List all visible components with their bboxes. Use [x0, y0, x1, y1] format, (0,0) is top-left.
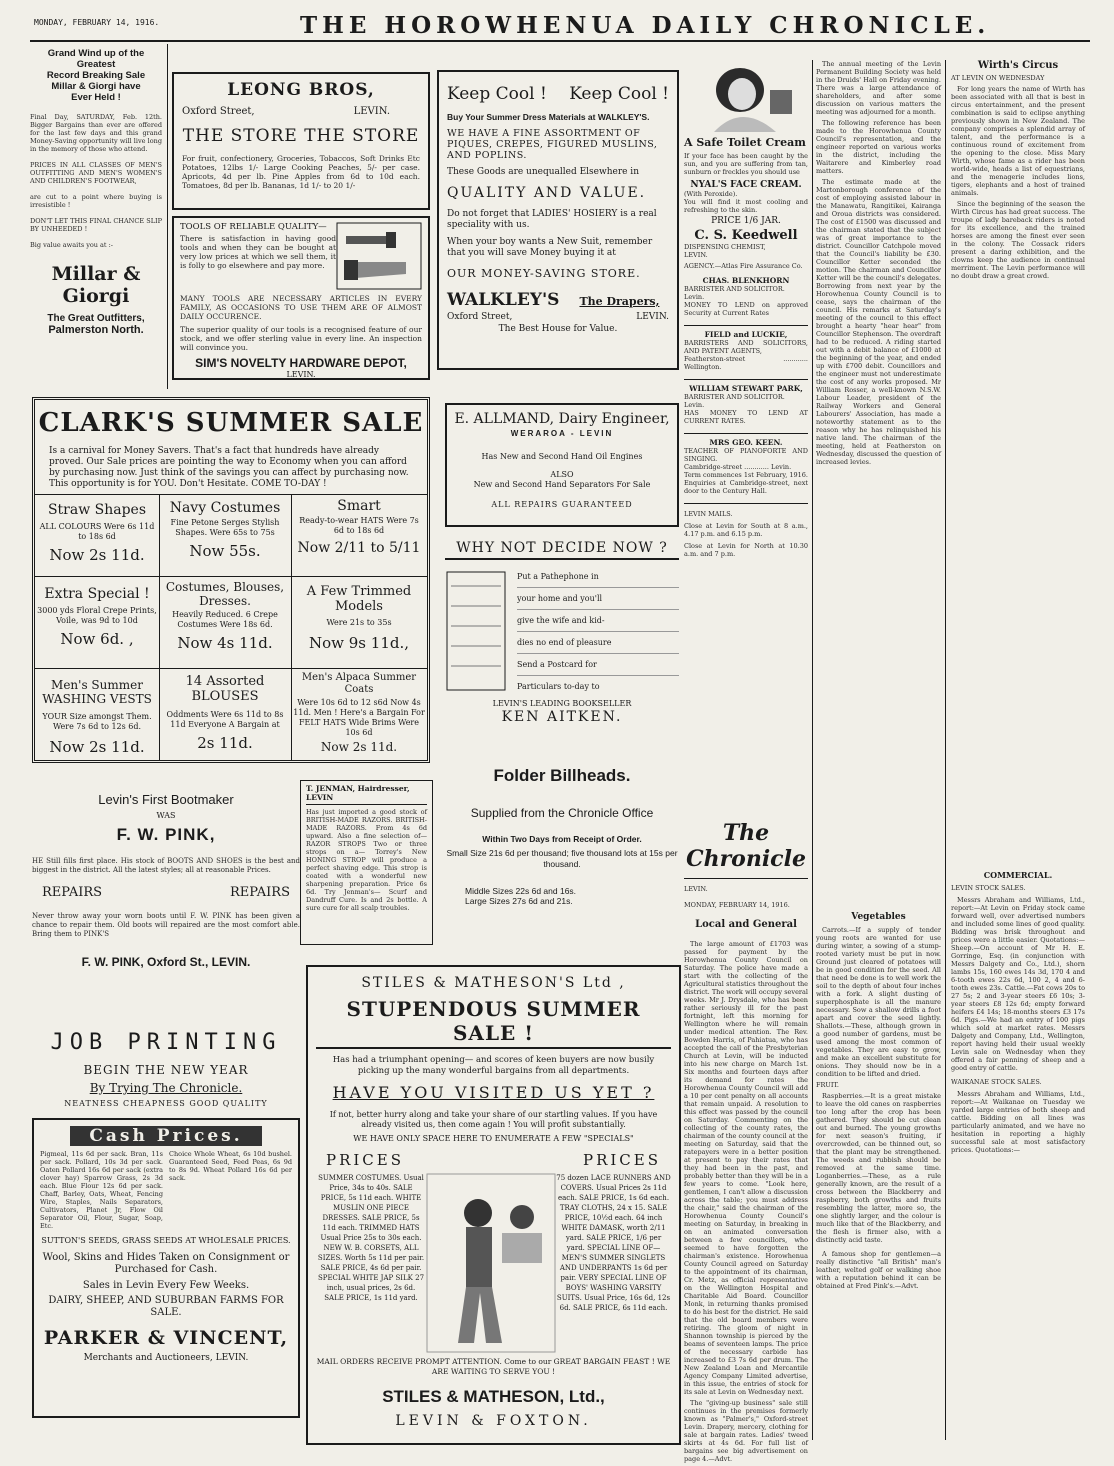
cell-head: Costumes, Blouses, Dresses. — [165, 580, 285, 608]
jobprint-head: JOB PRINTING — [50, 1030, 282, 1055]
card-name: FIELD and LUCKIE, — [704, 330, 788, 339]
allmand-town: WERAROA - LEVIN — [510, 429, 614, 438]
keedwell-body-2: You will find it most cooling and refreshing to the skin. — [684, 198, 808, 214]
folder-line-1: Within Two Days from Receipt of Order. — [482, 834, 642, 844]
cell-head: A Few Trimmed Models — [306, 584, 412, 614]
clarks-cell-costumes — [161, 580, 289, 652]
cell-head: Navy Costumes — [169, 500, 281, 516]
pink-was: WAS — [156, 811, 176, 820]
keedwell-ad — [684, 60, 808, 270]
millar-giorgi-ad — [30, 48, 162, 384]
aitken-line: Put a Pathephone in — [517, 566, 679, 588]
clarks-cell-trimmed — [293, 584, 425, 652]
local-general-text: The large amount of £1703 was passed for payment by the Horowhenua County Council on Saturday. The police have made a start with the collecting of the Agricultural statistics throughout the district. The work will occupy several weeks. Mr J. Drysdale, who has been rather seriously ill for the past fortnight, left this morning for Wellington where he will remain under medical attention. The Rev. Bowden Harris, of Pahiatua, who has accepted the call of the Presbyterian Church at Levin, will be inducted into his new charge on March 1st. Six months and fourteen days after its demand for rates the Horowhenua County Council will add a 10 per cent penalty on all accounts that remain unpaid. A resolution to this effect was passed by the council on Saturday. Commenting on the collecting of the county rates, the chairman of the county council at the meeting on Saturday, said that the ratepayers were in a better position at present to pay their rates that they had been in the past, and probably better than they will be in a few years to come. "Look here, gentlemen, I can't allow a discussion across the table; you must address the chair," said the chairman of the Horowhenua County Council's meeting on Saturday, in breaking in on an animated conversation between a few councillors, who seemed to have forgotten the chairman's existence. Horowhenua County Council agreed on Saturday to the appointment of its chairman, Cr. Metz, as official representative on the Wellington Hospital and Charitable Aid Board. Councillor Monk, in returning thanks promised to do his best for the district. He said that the old board members were retiring. The gloom of night in Shannon township is pierced by the beams of seventeen lamps. The price of the necessary carbide has increased to £3 7s 6d per drum. The New Zealand Loan and Mercantile Agency Company Limited advertise, in this issue, the entries of stock for its sale at Levin on Wednesday next. — [684, 940, 808, 1396]
folder-billheads-ad — [445, 758, 679, 950]
leong-bros-ad — [172, 72, 430, 210]
cell-price: Now 55s. — [189, 542, 261, 560]
veg-fruit-body: Raspberries.—It is a great mistake to leave the old canes on raspberries too long after the crop has been gathered. They should be cut clean out and burned. The young growths for next season's fruiting, if overcrowded, can be thinned out, so that the plant may be strengthened. The weeds and rubbish should be removed at the same time. Loganberries.—These, as a rule generally known, are the result of a cross between the Blackberry and raspberry, both growths and fruits resembling the latter, more so, the one slightly larger, and the colour is much like that of the Blackberry, and the flesh is firmer also, with a distinctly acid taste. — [816, 1092, 941, 1244]
cell-body: Fine Petone Serges Stylish Shapes. Were 65s to 75s — [170, 518, 280, 537]
aitken-line: Particulars to-day to — [517, 682, 600, 691]
card-line-1: TEACHER OF PIANOFORTE AND SINGING. — [684, 447, 808, 463]
allmand-also: ALSO — [550, 470, 574, 479]
leong-town: LEVIN. — [353, 106, 390, 117]
walkley-head-1: Keep Cool ! — [447, 84, 547, 104]
mails-body-1: Close at Levin for South at 8 a.m., 4.17 p.m. and 6.15 p.m. — [684, 522, 808, 538]
parker-head: Cash Prices. — [70, 1126, 262, 1146]
millar-head-2: Record Breaking Sale — [46, 70, 146, 81]
clarks-intro: Is a carnival for Money Savers. That's a fact that hundreds have already proved. Our Sale prices are pointing the way to Economy when you can afford by purchasing now. Just think of the savings you can affect by purchasing now. This opportunity is for YOU. Don't Hesitate. COME TO-DAY ! — [49, 446, 409, 489]
millar-head-3: Millar & Giorgi have — [51, 81, 141, 92]
stiles-name: STILES & MATHESON, Ltd., — [382, 1387, 605, 1406]
cell-body: Were 10s 6d to 12 s6d Now 4s 11d. Men ! Here's a Bargain For FELT HATS Wide Brims Were 10s 6d — [293, 698, 425, 737]
local-general-column — [684, 940, 808, 1466]
cell-head: Men's Alpaca Summer Coats — [301, 672, 417, 695]
clarks-grid — [35, 494, 427, 760]
stiles-matheson-ad — [306, 965, 681, 1445]
aitken-head: WHY NOT DECIDE NOW ? — [445, 540, 679, 560]
folder-line-3: Middle Sizes 22s 6d and 16s. — [465, 886, 577, 896]
sims-name: SIM'S NOVELTY HARDWARE DEPOT, — [195, 356, 407, 370]
chronicle-town: LEVIN. — [684, 885, 708, 893]
aitken-line: your home and you'll — [517, 588, 679, 610]
card-rule — [684, 503, 808, 504]
cell-body: YOUR Size amongst Them. Were 7s 6d to 12s 6d. — [42, 712, 152, 731]
walkley-body-2: These Goods are unequalled Elsewhere in — [447, 167, 639, 177]
card-field-luckie — [684, 330, 808, 371]
wirths-body: For long years the name of Wirth has been associated with all that is best in circus entertainment, and the present combination is said to eclipse anything previously shown in New Zealand. The company comprises a splendid array of talent, and the performance is a continuous round of excitement from the opening to the close. Miss Mary Wirth, whose fame as a rider has been world-wide, heads a list of equestrians, and the menagerie includes lions, tigers, elephants and a host of trained animals. — [951, 85, 1085, 197]
keedwell-body: If your face has been caught by the sun, and you are suffering from tan, sunburn or freckles you should use — [684, 152, 808, 176]
parker-vincent-ad — [32, 1118, 300, 1418]
leong-body: For fruit, confectionery, Groceries, Tobaccos, Soft Drinks Etc Potatoes, 12lbs 1/- Large Cooking Peaches, 5/- per case. Apricots, 4d per lb. Pine Apples from 6d to 10d each. Tomatoes, 8d per lb. Bananas, 1d 1/- to 20 1/- — [182, 154, 420, 190]
parker-items-1: Pigmeal, 11s 6d per sack. Bran, 11s per sack. Pollard, 10s 3d per sack. Oaten Pollard 16s 6d per sack (extra clover hay) Sparrow Grass, 2s 3d each. Blue Flour 12s 6d per sack. Chaff, Barley, Oats, Wheat, Fencing Wire, Staples, Nails Separators, Cultivators, Planet Jr, Flow Oil Separator Oil, Flour, Sugar, Soap, Etc. — [40, 1150, 163, 1230]
council-text: The estimate made at the Martonborough conference of the cost of employing assisted labour in the Manawatu, Rangitikei, Kairanga and Oroua districts was considered. The cost of £1500 was discussed and the chairman stated that the subject was of great importance to the district. Councillor Catchpole moved that the Council's liability be £30. Councillor Ketter seconded the motion. The chairman and Councillor Ketter will be the council's delegates. Borrowing from next year by the Horowhenua County Council is to cease, says the chairman of the council. His remarks at Saturday's meeting of the council to this effect brought a hearty "hear hear" from Councillor Stephenson. The overdraft had to be reduced. A riding started out with a debit balance of £1000 at the beginning of the year, and ended up with £700 debit. Councillors and the engineer must not underestimate the cost of any works proposed. Mr William Rosser, a well-known N.S.W. Labour Leader, president of the Railway Workers and General Labourers' Association, has made a noteworthy statement as to the reason why he has relinquished his native land. The chairman of the meeting, held at Featherston on Wednesday, discussed the question of increased levies. — [816, 178, 941, 466]
commercial-sub: LEVIN STOCK SALES. — [951, 884, 1026, 892]
cell-price: 2s 11d. — [197, 734, 253, 752]
parker-wool: Wool, Skins and Hides Taken on Consignment or Purchased for Cash. — [42, 1252, 290, 1275]
stiles-space: WE HAVE ONLY SPACE HERE TO ENUMERATE A FEW "SPECIALS" — [353, 1134, 634, 1143]
jobprint-line-1: BEGIN THE NEW YEAR — [83, 1063, 249, 1077]
millar-sub-1: The Great Outfitters, — [47, 313, 145, 324]
millar-head-4: Ever Held ! — [71, 92, 121, 103]
cell-head: Extra Special ! — [44, 586, 150, 602]
allmand-name: E. ALLMAND, Dairy Engineer, — [454, 411, 670, 427]
jobprint-line-2: By Trying The Chronicle. — [89, 1081, 243, 1095]
millar-sub-2: Palmerston North. — [48, 324, 144, 336]
clarks-cell-blouses — [161, 674, 289, 752]
mails-body-2: Close at Levin for North at 10.30 a.m. and 7 p.m. — [684, 542, 808, 558]
leong-tagline: THE STORE THE STORE — [182, 126, 420, 146]
pink-bootmaker-ad — [32, 780, 300, 1018]
keedwell-name: C. S. Keedwell — [694, 228, 798, 243]
aitken-ad — [445, 540, 679, 740]
cell-price: Now 4s 11d. — [177, 634, 273, 652]
allmand-ad — [445, 403, 679, 527]
card-name: WILLIAM STEWART PARK, — [689, 384, 803, 393]
keedwell-trade: DISPENSING CHEMIST, — [684, 243, 766, 251]
card-line-2: Levin. — [684, 401, 705, 409]
stiles-head: STILES & MATHESON'S Ltd , — [361, 975, 626, 991]
wirths-head: Wirth's Circus — [977, 60, 1059, 71]
folder-head: Folder Billheads. — [493, 766, 631, 785]
column-rule — [945, 60, 946, 1440]
cell-price: Now 2s 11d. — [49, 738, 145, 756]
card-line-1: BARRISTERS AND SOLICITORS, AND PATENT AGENTS, — [684, 339, 808, 355]
keedwell-product: NYAL'S FACE CREAM. — [690, 180, 802, 190]
aitken-sub: LEVIN'S LEADING BOOKSELLER — [492, 699, 632, 708]
stiles-visited: HAVE YOU VISITED US YET ? — [332, 1083, 655, 1102]
local-general-heading: Local and General — [695, 919, 797, 930]
cell-body: 3000 yds Floral Crepe Prints, Voile, was 9d to 10d — [37, 606, 157, 625]
clarks-summer-sale-ad — [32, 397, 430, 763]
cell-price: Now 6d. , — [60, 630, 134, 648]
cell-body: Oddments Were 6s 11d to 8s 11d Everyone A Bargain at — [166, 710, 284, 729]
millar-body-2: PRICES IN ALL CLASSES OF MEN'S OUTFITTING AND MEN'S WOMEN'S AND CHILDREN'S FOOTWEAR, — [30, 161, 162, 185]
parker-seeds: SUTTON'S SEEDS, GRASS SEEDS AT WHOLESALE PRICES. — [41, 1236, 291, 1245]
cell-body: Ready-to-wear HATS Were 7s 6d to 18s 6d — [299, 516, 419, 535]
stiles-mail: MAIL ORDERS RECEIVE PROMPT ATTENTION. Come to our GREAT BARGAIN FEAST ! WE ARE WAITING TO SERVE YOU ! — [316, 1357, 671, 1376]
leong-street: Oxford Street, — [182, 106, 255, 117]
commercial-section — [951, 870, 1085, 1157]
card-name: MRS GEO. KEEN. — [709, 438, 783, 447]
walkley-store: OUR MONEY-SAVING STORE. — [447, 267, 641, 280]
professional-cards — [684, 276, 808, 558]
sims-head: TOOLS OF RELIABLE QUALITY— — [180, 222, 327, 232]
cell-price: Now 9s 11d., — [309, 634, 409, 652]
card-line-2: Featherston-street ............ Wellington. — [684, 355, 808, 371]
leong-name: LEONG BROS, — [227, 80, 375, 100]
walkley-sub: Buy Your Summer Dress Materials at WALKLEY'S. — [447, 112, 650, 122]
millar-body-4: DON'T LET THIS FINAL CHANCE SLIP BY UNHEEDED ! — [30, 217, 162, 233]
millar-body-1: Final Day, SATURDAY, Feb. 12th. Bigger Bargains than ever are offered for the last few days and this grand Money-Saving opportunity will live long in the memory of those who attend. — [30, 113, 162, 153]
aitken-line: give the wife and kid- — [517, 610, 679, 632]
pink-name: F. W. PINK, — [116, 825, 216, 844]
chronicle-leader — [684, 820, 808, 930]
keedwell-price: PRICE 1/6 JAR. — [711, 216, 781, 226]
jenman-hairdresser-ad — [300, 780, 433, 945]
chronicle-rule — [684, 878, 808, 879]
card-line-1: BARRISTER AND SOLICITOR. — [684, 393, 785, 401]
walkleys-ad — [437, 70, 679, 370]
walkley-body-3: Do not forget that LADIES' HOSIERY is a real speciality with us. — [447, 209, 657, 230]
folder-sub: Supplied from the Chronicle Office — [470, 806, 654, 820]
stiles-town: LEVIN & FOXTON. — [395, 1413, 592, 1429]
sims-body-2: MANY TOOLS ARE NECESSARY ARTICLES IN EVERY FAMILY, AS OCCASIONS TO USE THEM ARE OF ALMOST DAILY OCCURENCE. — [180, 294, 422, 321]
walkley-body-4: When your boy wants a New Suit, remember that you will save Money buying it at — [447, 237, 653, 258]
card-body: MONEY TO LEND on approved Security at Current Rates — [684, 301, 808, 317]
cell-price: Now 2s 11d. — [320, 740, 398, 754]
cell-body: Heavily Reduced. 6 Crepe Costumes Were 18s 6d. — [172, 610, 278, 629]
keedwell-town: LEVIN. — [684, 251, 708, 259]
clarks-cell-straw — [37, 502, 157, 564]
issue-date: MONDAY, FEBRUARY 14, 1916. — [34, 18, 160, 27]
waikanae-head: WAIKANAE STOCK SALES. — [951, 1078, 1042, 1086]
folder-line-2: Small Size 21s 6d per thousand; five thousand lots at 15s per thousand. — [446, 848, 678, 869]
card-line-2: Cambridge-street ............ Levin. — [684, 463, 792, 471]
parker-farms: DAIRY, SHEEP, AND SUBURBAN FARMS FOR SALE. — [48, 1295, 284, 1318]
levin-mails — [684, 510, 808, 558]
veg-body: Carrots.—If a supply of tender young roots are wanted for use during winter, a sowing of a stump-rooted variety must be put in now. Ground just cleared of potatoes will be in good condition for the seed. All that need be done is to well work the soil to the depth of about four inches with a fork. A slight dusting of superphosphate is all the manure necessary. Sow a shallow drills a foot apart and cover the seed lightly. Shallots.—These, although grown in a good number of gardens, must be used among the most common of vegetables. They are easy to grow, and make an excellent substitute for onions. They should now be in a condition to be lifted and dried. — [816, 926, 941, 1078]
millar-body-5: Big value awaits you at :- — [30, 241, 113, 249]
veg-fruit-head: FRUIT. — [816, 1081, 839, 1089]
parker-items-2: Choice Whole Wheat, 6s 10d bushel. Guaranteed Seed, Feed Peas, 6s 9d to 8s 9d. Wheat Pollard 16s 6d per sack. — [169, 1150, 292, 1182]
jenman-body: Has just imported a good stock of BRITISH-MADE RAZORS. BRITISH-MADE RAZORS. From 4s 6d upward. Also a fine selection of— RAZOR STROPS Two or three strops on a— Torrey's New HONING STROP will produce a perfect shaving edge. This strop is coated with a wonderful new sharpening preparation. Price 6s 6d. Try Jenman's— Scurf and Dandruff Cure. Is and 2s bottle. A sure cure for all scalp troubles. — [306, 808, 427, 912]
annual-meeting-text: The annual meeting of the Levin Permanent Building Society was held in the Druids' Hall on Friday evening. There was a large attendance of shareholders, and after some discussion on various matters the meeting was adjourned for a month. — [816, 60, 941, 116]
jobprint-line-3: NEATNESS CHEAPNESS GOOD QUALITY — [64, 1099, 268, 1108]
clarks-cell-smart — [293, 498, 425, 556]
cell-body: Were 21s to 35s — [326, 618, 392, 627]
walkley-drapers: The Drapers, — [579, 295, 660, 308]
pink-repairs-2: REPAIRS — [229, 885, 290, 900]
masthead-rule — [30, 40, 1090, 42]
hammer-saw-illustration — [336, 222, 422, 290]
jenman-name: T. JENMAN, Hairdresser, LEVIN — [306, 784, 427, 805]
cell-price: Now 2/11 to 5/11 — [297, 540, 421, 556]
stiles-prices-1: PRICES — [326, 1151, 405, 1169]
mails-head: LEVIN MAILS. — [684, 510, 733, 518]
millar-name: Millar & Giorgi — [51, 263, 141, 307]
wirths-circus-article — [951, 60, 1085, 283]
card-keen — [684, 438, 808, 495]
waikanae-body: Messrs Abraham and Williams, Ltd., report:—At Waikanae on Tuesday we yarded large entries of both sheep and cattle. Bidding on all lines was particularly animated, and we have no hesitation in reporting a highly successful sale at most satisfactory prices. Quotations:— — [951, 1090, 1085, 1154]
walkley-street: Oxford Street, — [447, 312, 513, 322]
stiles-body: If not, better hurry along and take your share of our startling values. If you have already visited us, then come again ! You will profit substantially. — [329, 1110, 658, 1129]
veg-head: Vegetables — [851, 912, 906, 922]
clarks-cell-alpaca — [293, 672, 425, 754]
card-rule — [684, 379, 808, 380]
stiles-title: STUPENDOUS SUMMER SALE ! — [316, 997, 671, 1049]
clarks-cell-navy — [161, 500, 289, 560]
sims-hardware-ad — [172, 216, 430, 380]
pink-head: Levin's First Bootmaker — [98, 792, 234, 807]
cell-head: Smart — [337, 498, 381, 514]
walkley-body-1: WE HAVE A FINE ASSORTMENT OF PIQUES, CREPES, FIGURED MUSLINS, AND POPLINS. — [447, 128, 658, 161]
keedwell-agency: AGENCY.—Atlas Fire Assurance Co. — [684, 262, 803, 270]
cell-head: 14 Assorted BLOUSES — [185, 674, 265, 704]
news-column-a — [816, 60, 941, 469]
walkley-head-2: Keep Cool ! — [569, 84, 669, 104]
lady-portrait-illustration — [684, 60, 808, 132]
card-rule — [684, 325, 808, 326]
local-general-advt: The "giving-up business" sale still continues in the premises formerly known as "Palmer's," Oxford-street Levin. Drapery, mercery, clothing for sale at bargain rates. Ladies' tweed skirts at 4s 6d. For full list of bargains see big advertisement on page 4.—Advt. — [684, 1399, 808, 1463]
cell-head: Men's Summer WASHING VESTS — [42, 678, 152, 706]
veg-notice: A famous shop for gentlemen—a really distinctive "all British" man's leather, welted golf or walking shoe with a reputation behind it can be obtained at Fred Pink's.—Advt. — [816, 1250, 941, 1290]
allmand-body-2: New and Second Hand Separators For Sale — [473, 480, 651, 489]
pink-repairs-1: REPAIRS — [42, 885, 103, 900]
pathephone-illustration — [445, 566, 507, 696]
card-line-2: Levin. — [684, 293, 705, 301]
stiles-left-list: SUMMER COSTUMES. Usual Price, 34s to 40s. SALE PRICE, 5s 11d each. WHITE MUSLIN ONE PIECE DRESSES. SALE PRICE, 5s 11d each. TRIMMED HATS Usual Price 25s to 30s each. NEW W. B. CORSETS, ALL SIZES. Worth 5s 11d per pair. SALE PRICE, 4s 6d per pair. SPECIAL WHITE JAP SILK 27 inch, usual prices, 2s 6d. SALE PRICE, 1s 11d yard. — [317, 1174, 425, 1302]
clarks-title: CLARK'S SUMMER SALE — [38, 408, 424, 438]
shopper-illustration — [426, 1173, 556, 1353]
cell-head: Straw Shapes — [47, 502, 147, 518]
job-printing-ad — [32, 1030, 300, 1110]
sims-body-1: There is satisfaction in having good tools and when they can be bought at very low prices at which we sell them, it is folly to go elsewhere and pay more. — [180, 234, 336, 270]
aitken-name: KEN AITKEN. — [501, 709, 623, 725]
keedwell-head: A Safe Toilet Cream — [684, 136, 806, 149]
folder-line-4: Large Sizes 27s 6d and 21s. — [465, 896, 573, 906]
vegetables-article — [816, 912, 941, 1293]
parker-sales: Sales in Levin Every Few Weeks. — [82, 1280, 250, 1291]
card-line-1: BARRISTER AND SOLICITOR. — [684, 285, 785, 293]
parker-trade: Merchants and Auctioneers, LEVIN. — [83, 1353, 249, 1363]
card-blenkhorn — [684, 276, 808, 317]
card-body: Term commences 1st February, 1916. Enquiries at Cambridge-street, next door to the Century Hall. — [684, 471, 808, 495]
walkley-town: LEVIN. — [636, 312, 669, 322]
walkley-name: WALKLEY'S — [447, 290, 560, 310]
chronicle-date: MONDAY, FEBRUARY 14, 1916. — [684, 901, 790, 909]
aitken-line: dies no end of pleasure — [517, 632, 679, 654]
stiles-prices-2: PRICES — [582, 1151, 661, 1169]
allmand-body-1: Has New and Second Hand Oil Engines — [481, 452, 643, 461]
cell-body: ALL COLOURS Were 6s 11d to 18s 6d — [39, 522, 155, 541]
column-rule — [167, 44, 168, 389]
chronicle-masthead: The Chronicle — [686, 820, 806, 872]
walkley-best: The Best House for Value. — [498, 324, 618, 334]
card-park — [684, 384, 808, 425]
newspaper-title: THE HOROWHENUA DAILY CHRONICLE. — [300, 12, 991, 39]
stiles-right-list: 75 dozen LACE RUNNERS AND COVERS. Usual Prices 2s 11d each. SALE PRICE, 1s 6d each. TRAY CLOTHS, 24 x 15. SALE PRICE, 10½d each. 64 inch WHITE DAMASK, worth 2/11 yard. SALE PRICE, 1/6 per yard. SPECIAL LINE OF— MEN'S SUMMER SINGLETS AND UNDERPANTS 1s 6d per pair. VERY SPECIAL LINE OF BOYS' WASHING VARSITY SUITS. Usual Price, 16s 6d, 12s 6d. SALE PRICE, 6s 11d each. — [556, 1174, 671, 1312]
pink-body-1: HE Still fills first place. His stock of BOOTS AND SHOES is the best and biggest in the district. All the latest styles; all at reasonable Prices. — [32, 857, 300, 874]
annual-meeting-text-2: The following reference has been made to the Horowhenua County Council's representation, and the engineer reported on various works in the district, including the Waitarere and Kimberley road matters. — [816, 119, 941, 175]
commercial-head: COMMERCIAL. — [983, 870, 1053, 880]
card-body: HAS MONEY TO LEND AT CURRENT RATES. — [684, 409, 808, 425]
sims-town: LEVIN. — [286, 370, 316, 379]
millar-body-3: are cut to a point where buying is irresistible ! — [30, 193, 162, 209]
wirths-sub: AT LEVIN ON WEDNESDAY — [951, 74, 1045, 82]
card-name: CHAS. BLENKHORN — [702, 276, 790, 285]
keedwell-product-note: (With Peroxide). — [684, 190, 738, 198]
cell-price: Now 2s 11d. — [49, 546, 145, 564]
pink-body-2: Never throw away your worn boots until F. W. PINK has been given a chance to repair them. Old boots will repaired are the most comfort able. Bring them to PINK'S — [32, 912, 300, 938]
parker-name: PARKER & VINCENT, — [43, 1327, 289, 1349]
wirths-body-2: Since the beginning of the season the Wirth Circus has had great success. The troupe of lady bareback riders is noted for its excellence, and the trained horses are among the finest ever seen in the colony. The Cossack riders present a daring exhibition, and the clowns keep the audience in continual merriment. The Levin performance will no doubt draw a great crowd. — [951, 200, 1085, 280]
allmand-body-3: ALL REPAIRS GUARANTEED — [491, 500, 633, 509]
millar-head-1: Grand Wind up of the Greatest — [47, 48, 145, 70]
aitken-line: Send a Postcard for — [517, 654, 679, 676]
sims-body-3: The superior quality of our tools is a recognised feature of our stock, and we offer sterling value in every line. An inspection will convince you. — [180, 325, 422, 352]
pink-address: F. W. PINK, Oxford St., LEVIN. — [81, 955, 251, 969]
clarks-cell-extra — [37, 586, 157, 648]
walkley-quality: QUALITY AND VALUE. — [447, 185, 647, 201]
column-rule — [812, 60, 813, 1440]
stiles-intro: Has had a triumphant opening— and scores of keen buyers are now busily picking up the many wonderful bargains from all departments. — [332, 1055, 655, 1076]
card-rule — [684, 433, 808, 434]
commercial-body: Messrs Abraham and Williams, Ltd., report:—At Levin on Friday stock came forward well, over advertised numbers and included some lines of good quality. Bidding was brisk throughout and prices were a little easier. Quotations:—Sheep.—On account of Mr H. E. Gorringe, Esq. (in conjunction with Messrs Dalgety and Co., Ltd.), shorn lambs 15s, 160 ewes 14s 3d, 170 4 and 6-tooth ewes 22s 6d, 100 2, 4 and 6-tooth ewes 23s. Cattle.—Fat cows 20s to 27 5s; 2 and 3-year steers £6 10s; 3-year steers £8 12s 6d; empty forward heifers £4 14s; 18-months steers £3 17s 6d. Pigs.—We had an entry of 100 pigs which sold at market rates. Messrs Dalgety and Company, Ltd., Wellington, report having held their usual weekly Levin sale on Wednesday when they offered a fair penning of sheep and a good entry of cattle. — [951, 896, 1085, 1072]
clarks-cell-vests — [37, 678, 157, 756]
